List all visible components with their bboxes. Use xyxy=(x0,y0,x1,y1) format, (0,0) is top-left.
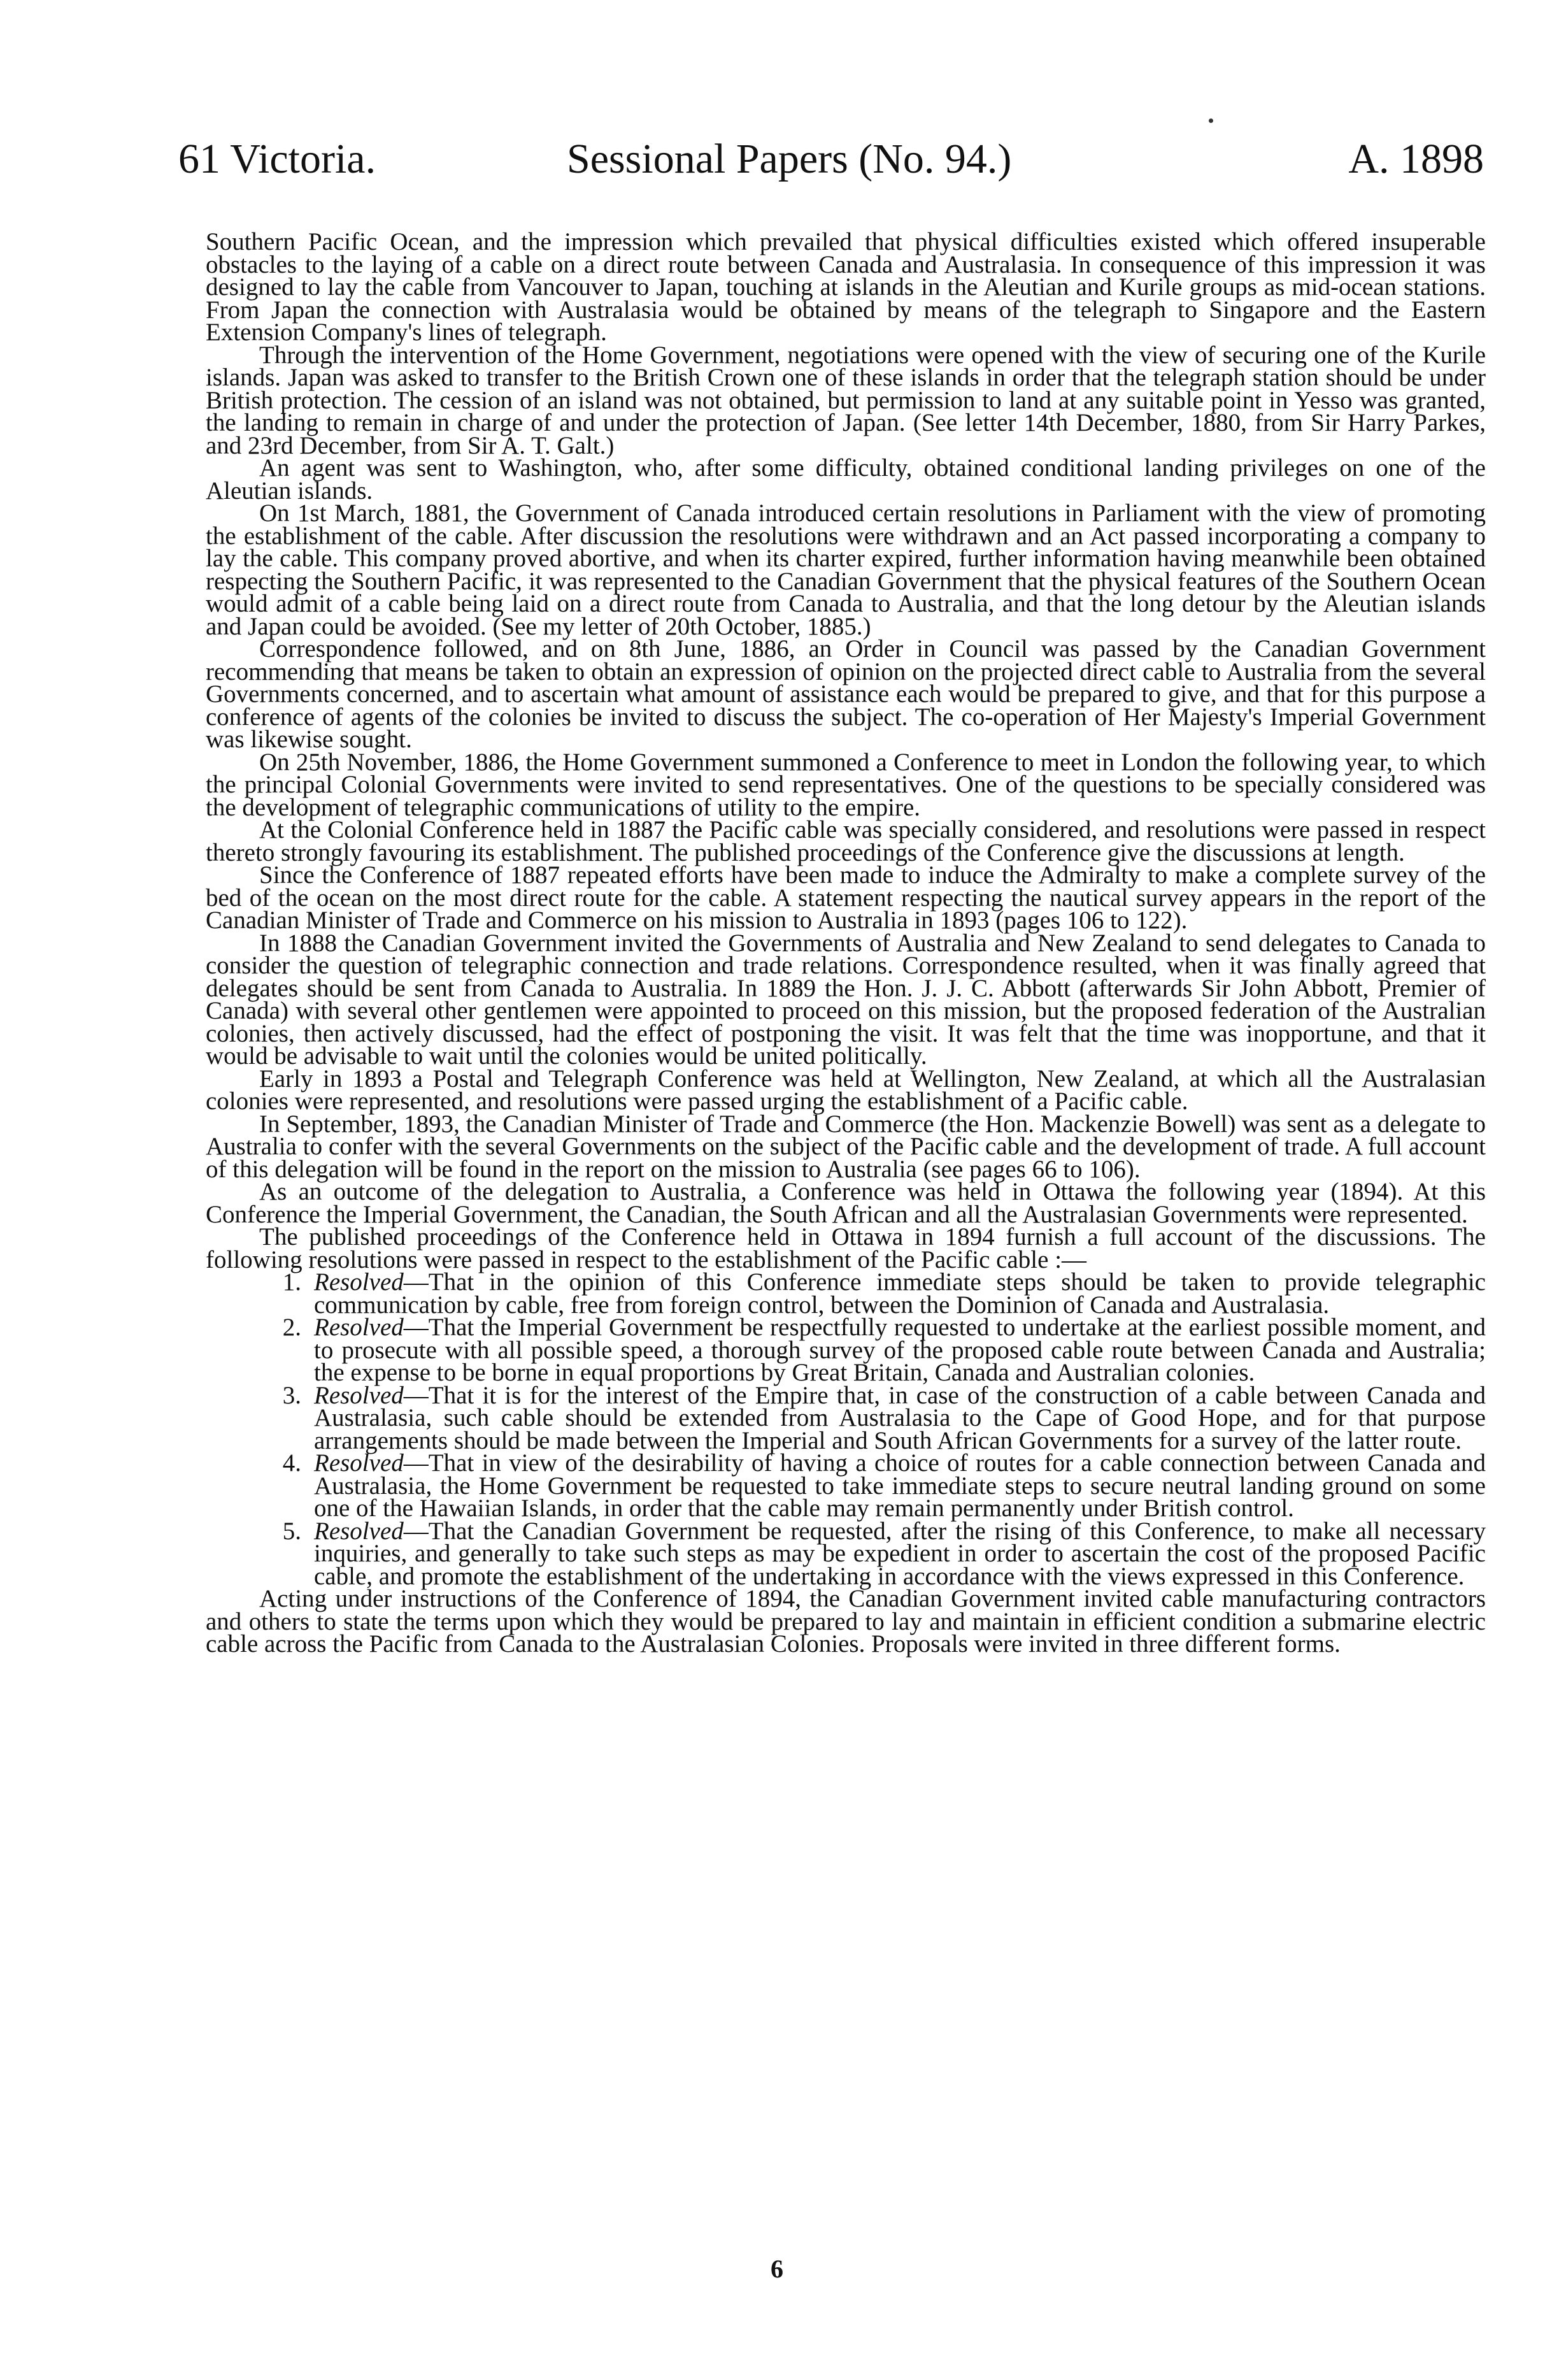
page-number: 6 xyxy=(771,2255,783,2283)
resolution-item xyxy=(206,1449,1486,1522)
paragraph: Southern Pacific Ocean, and the impression which prevailed that physical difficulties existed which offered insuperable obstacles to the laying of a cable on a direct route between Canada and Australasia. In consequence of this impression it was designed to lay the cable from Vancouver to Japan, touching at islands in the Aleutian and Kurile groups as mid-ocean stations. From Japan the connection with Australasia would be obtained by means of the telegraph to Singapore and the Eastern Extension Company's lines of telegraph. xyxy=(206,228,1486,346)
paragraph: In September, 1893, the Canadian Minister of Trade and Commerce (the Hon. Mackenzie Bowell) was sent as a delegate to Australia to confer with the several Governments on the subject of the Pacific cable and the development of trade. A full account of this delegation will be found in the report on the mission to Australia (see pages 66 to 106). xyxy=(206,1110,1486,1183)
paragraph: Early in 1893 a Postal and Telegraph Conference was held at Wellington, New Zealand, at which all the Australasian colonies were represented, and resolutions were passed urging the establishment of a Pacific cable. xyxy=(206,1065,1486,1115)
header-year: A. 1898 xyxy=(1348,136,1484,182)
body-text xyxy=(206,228,1486,1658)
resolution-lead: Resolved xyxy=(314,1449,404,1477)
paragraph: At the Colonial Conference held in 1887 the Pacific cable was specially considered, and resolutions were passed in respect thereto strongly favouring its establishment. The published proceedings of the Conference give the discussions at length. xyxy=(206,816,1486,866)
header-session: 61 Victoria. xyxy=(178,136,376,182)
paragraph: An agent was sent to Washington, who, after some difficulty, obtained conditional landing privileges on one of the Aleutian islands. xyxy=(206,454,1486,505)
paragraph: In 1888 the Canadian Government invited the Governments of Australia and New Zealand to send delegates to Canada to consider the question of telegraphic connection and trade relations. Correspondence resulted, when it was finally agreed that delegates should be sent from Canada to Australia. In 1889 the Hon. J. J. C. Abbott (afterwards Sir John Abbott, Premier of Canada) with several other gentlemen were appointed to proceed on this mission, but the proposed federation of the Australian colonies, then actively discussed, had the effect of postponing the visit. It was felt that the time was inopportune, and that it would be advisable to wait until the colonies would be united politically. xyxy=(206,929,1486,1070)
resolution-number: 5. xyxy=(282,1517,301,1545)
resolution-text: —That it is for the interest of the Empire that, in case of the construction of a cable between Canada and Australasia, such cable should be extended from Australasia to the Cape of Good Hope, and for that purpose arrangements should be made between the Imperial and South African Governments for a survey of the latter route. xyxy=(314,1381,1486,1454)
resolution-item xyxy=(206,1517,1486,1590)
resolution-lead: Resolved xyxy=(314,1381,404,1409)
resolution-lead: Resolved xyxy=(314,1314,404,1341)
paragraph: Through the intervention of the Home Government, negotiations were opened with the view of securing one of the Kurile islands. Japan was asked to transfer to the British Crown one of these islands in order that the telegraph station should be under British protection. The cession of an island was not obtained, but permission to land at any suitable point in Yesso was granted, the landing to remain in charge of and under the protection of Japan. (See letter 14th December, 1880, from Sir Harry Parkes, and 23rd December, from Sir A. T. Galt.) xyxy=(206,341,1486,459)
header-title: Sessional Papers (No. 94.) xyxy=(567,136,1012,182)
paragraph: On 1st March, 1881, the Government of Canada introduced certain resolutions in Parliament with the view of promoting the establishment of the cable. After discussion the resolutions were withdrawn and an Act passed incorporating a company to lay the cable. This company proved abortive, and when its charter expired, further information having meanwhile been obtained respecting the Southern Pacific, it was represented to the Canadian Government that the physical features of the Southern Ocean would admit of a cable being laid on a direct route from Canada to Australia, and that the long detour by the Aleutian islands and Japan could be avoided. (See my letter of 20th October, 1885.) xyxy=(206,499,1486,640)
resolution-number: 4. xyxy=(282,1449,301,1477)
resolution-text: —That in view of the desirability of having a choice of routes for a cable connection between Canada and Australasia, the Home Government be requested to take immediate steps to secure neutral landing ground on some one of the Hawaiian Islands, in order that the cable may remain permanently under British control. xyxy=(314,1449,1486,1522)
paragraph: On 25th November, 1886, the Home Government summoned a Conference to meet in London the following year, to which the principal Colonial Governments were invited to send representatives. One of the questions to be specially considered was the development of telegraphic communications of utility to the empire. xyxy=(206,748,1486,821)
running-header xyxy=(172,131,1484,188)
resolution-lead: Resolved xyxy=(314,1268,404,1296)
resolution-number: 3. xyxy=(282,1381,301,1409)
resolution-item xyxy=(206,1316,1486,1384)
resolution-number: 1. xyxy=(282,1268,301,1296)
resolution-text: —That in the opinion of this Conference immediate steps should be taken to provide telegraphic communication by cable, free from foreign control, between the Dominion of Canada and Australasia. xyxy=(314,1268,1486,1319)
resolution-text: —That the Imperial Government be respectfully requested to undertake at the earliest possible moment, and to prosecute with all possible speed, a thorough survey of the proposed cable route between Canada and Australia; the expense to be borne in equal proportions by Great Britain, Canada and Australian colonies. xyxy=(314,1314,1486,1386)
resolution-text: —That the Canadian Government be requested, after the rising of this Conference, to make all necessary inquiries, and generally to take such steps as may be expedient in order to ascertain the cost of the proposed Pacific cable, and promote the establishment of the undertaking in accordance with the views expressed in this Conference. xyxy=(314,1517,1486,1590)
paragraph: As an outcome of the delegation to Australia, a Conference was held in Ottawa the following year (1894). At this Conference the Imperial Government, the Canadian, the South African and all the Australasian Governments were represented. xyxy=(206,1178,1486,1228)
paragraph: The published proceedings of the Conference held in Ottawa in 1894 furnish a full account of the discussions. The following resolutions were passed in respect to the establishment of the Pacific cable :— xyxy=(206,1223,1486,1273)
paragraph: Since the Conference of 1887 repeated efforts have been made to induce the Admiralty to make a complete survey of the bed of the ocean on the most direct route for the cable. A statement respecting the nautical survey appears in the report of the Canadian Minister of Trade and Commerce on his mission to Australia in 1893 (pages 106 to 122). xyxy=(206,861,1486,934)
resolution-number: 2. xyxy=(282,1314,301,1341)
resolution-lead: Resolved xyxy=(314,1517,404,1545)
print-speck xyxy=(1209,118,1213,123)
paragraph: Correspondence followed, and on 8th June, 1886, an Order in Council was passed by the Canadian Government recommending that means be taken to obtain an expression of opinion on the projected direct cable to Australia from the several Governments concerned, and to ascertain what amount of assistance each would be prepared to give, and that for this purpose a conference of agents of the colonies be invited to discuss the subject. The co-operation of Her Majesty's Imperial Government was likewise sought. xyxy=(206,635,1486,753)
resolution-item xyxy=(206,1381,1486,1454)
closing-paragraph: Acting under instructions of the Conference of 1894, the Canadian Government invited cable manufacturing contractors and others to state the terms upon which they would be prepared to lay and maintain in efficient condition a submarine electric cable across the Pacific from Canada to the Australasian Colonies. Proposals were invited in three different forms. xyxy=(206,1585,1486,1658)
resolution-item xyxy=(206,1268,1486,1319)
